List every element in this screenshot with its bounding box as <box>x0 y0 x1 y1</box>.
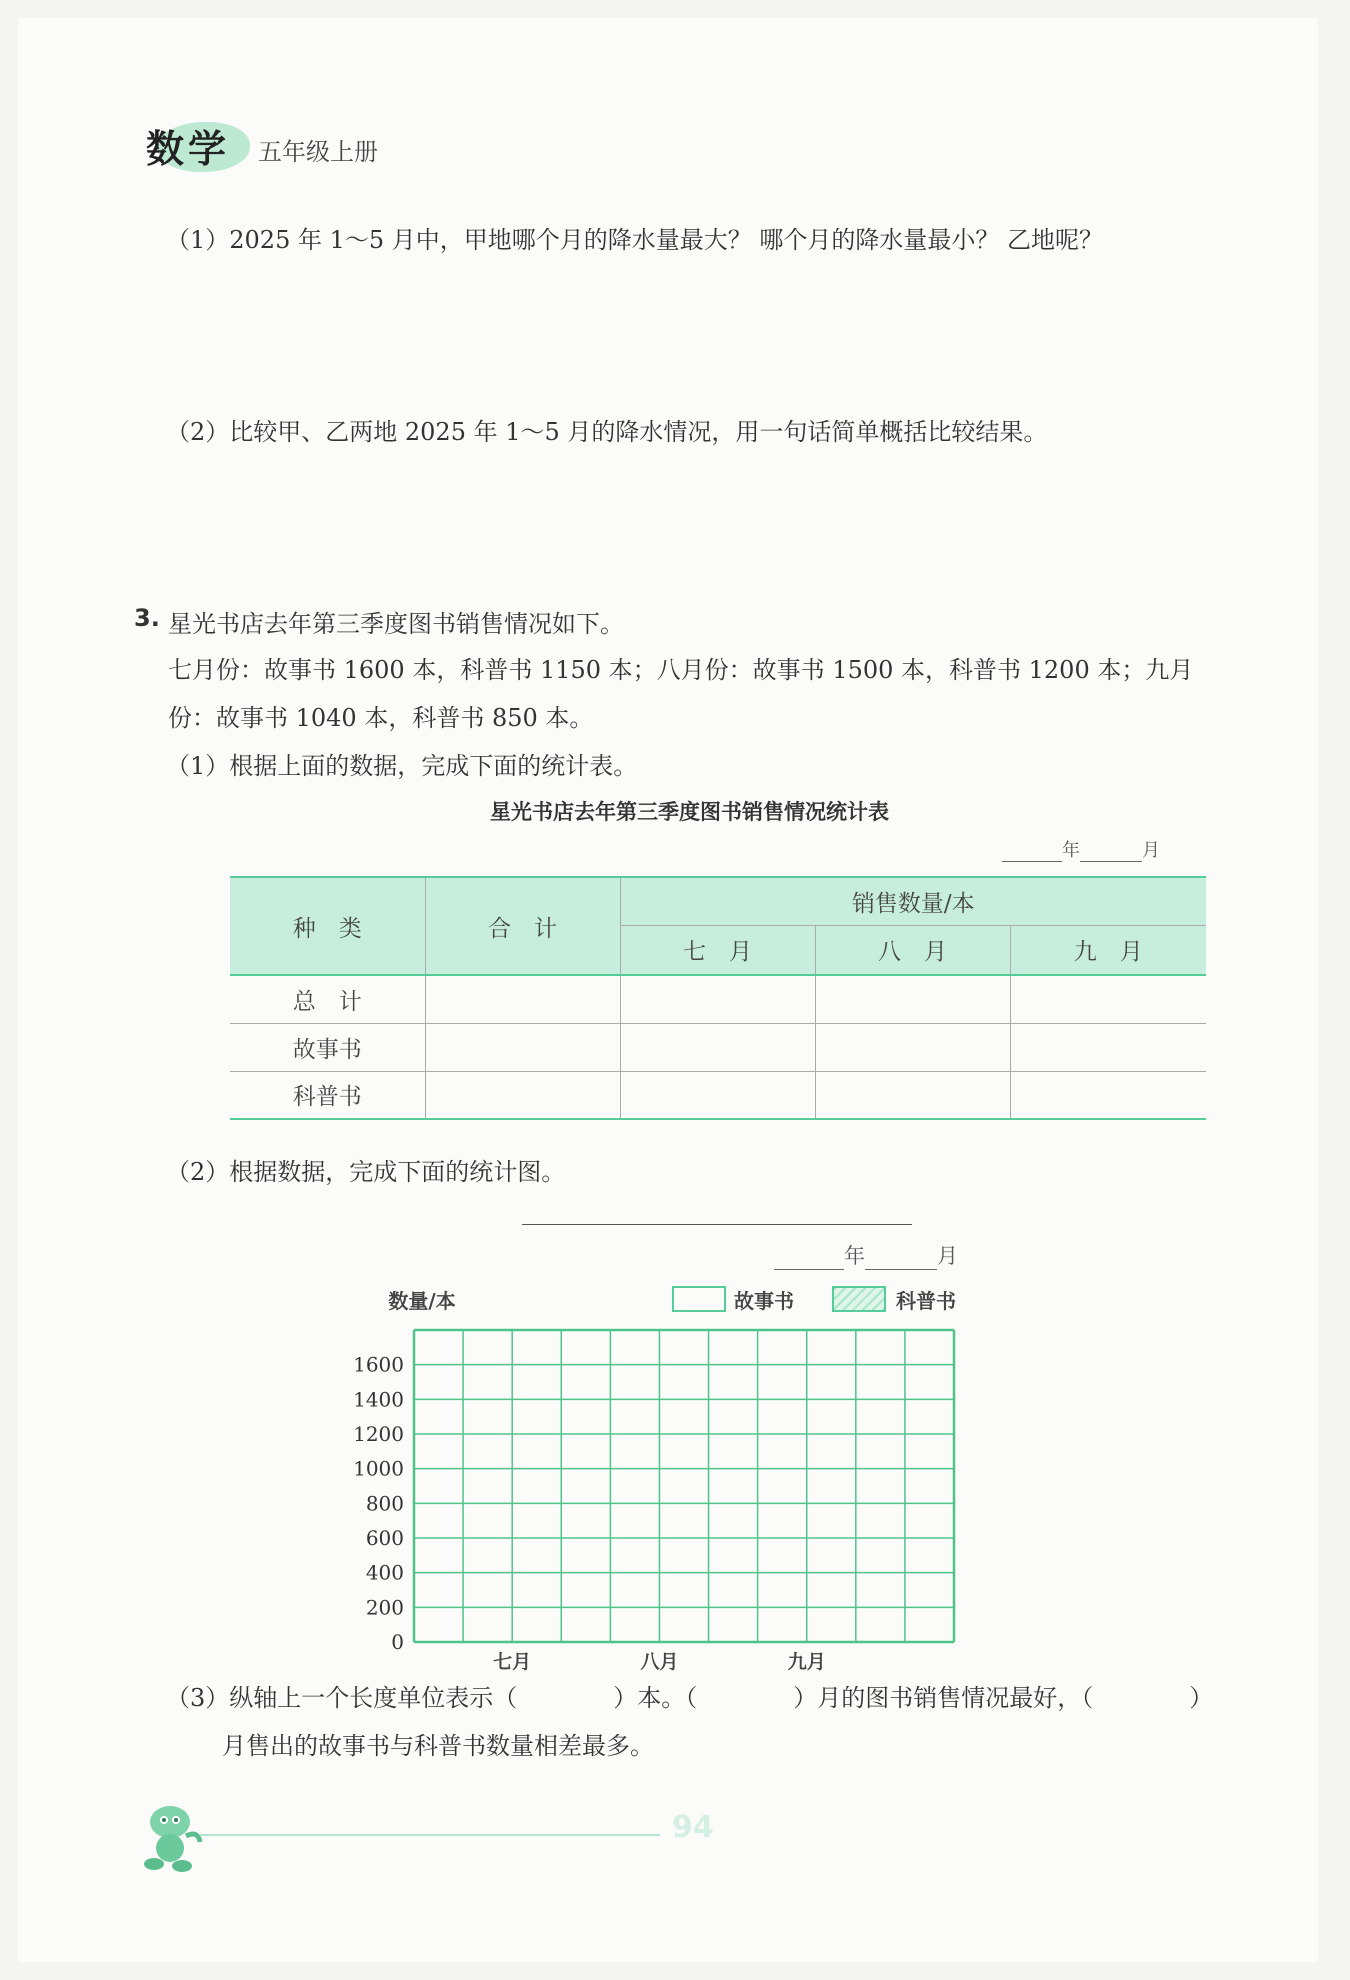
table-cell-blank[interactable] <box>425 1023 620 1071</box>
y-tick-label: 600 <box>365 1526 404 1550</box>
chart-title-blank[interactable] <box>522 1224 912 1225</box>
table-cell-blank[interactable] <box>1010 1023 1206 1071</box>
table-row <box>230 1023 1206 1071</box>
y-axis-label: 数量/本 <box>388 1289 456 1313</box>
table-cell-blank[interactable] <box>1010 1071 1206 1119</box>
x-category-label: 七月 <box>493 1651 532 1673</box>
prev-question-part2: （2）比较甲、乙两地 2025 年 1～5 月的降水情况，用一句话简单概括比较结果。 <box>166 418 1048 446</box>
question-data-line1: 七月份：故事书 1600 本，科普书 1150 本；八月份：故事书 1500 本，科普书 1200 本；九月 <box>168 656 1194 684</box>
page-number: 94 <box>672 1810 714 1845</box>
table-cell-blank[interactable] <box>425 975 620 1023</box>
header-total: 合 计 <box>425 877 620 975</box>
table-cell-blank[interactable] <box>1010 975 1206 1023</box>
chart-date-line: 年 月 <box>774 1240 958 1270</box>
x-category-label: 八月 <box>640 1651 679 1673</box>
y-tick-label: 1200 <box>353 1422 404 1446</box>
row-label: 科普书 <box>230 1071 425 1119</box>
month-blank[interactable] <box>1080 843 1142 862</box>
table-cell-blank[interactable] <box>620 975 815 1023</box>
y-tick-label: 1400 <box>353 1387 404 1412</box>
header-month: 八 月 <box>815 925 1010 975</box>
footer-line <box>200 1834 660 1836</box>
header-month: 七 月 <box>620 925 815 975</box>
question-number: 3. <box>134 604 160 632</box>
y-tick-label: 800 <box>365 1491 404 1516</box>
mascot-icon <box>138 1798 204 1874</box>
table-row <box>230 975 1206 1023</box>
question-part1: （1）根据上面的数据，完成下面的统计表。 <box>166 752 638 780</box>
row-label: 总 计 <box>230 975 425 1023</box>
y-tick-label: 0 <box>391 1630 404 1654</box>
table-cell-blank[interactable] <box>815 1023 1010 1071</box>
table-cell-blank[interactable] <box>815 975 1010 1023</box>
table-date-line: 年 月 <box>1002 836 1160 862</box>
grade-label: 五年级上册 <box>258 138 378 166</box>
question-data-line2: 份：故事书 1040 本，科普书 850 本。 <box>168 704 594 732</box>
x-category-label: 九月 <box>787 1651 826 1673</box>
legend-label-story: 故事书 <box>734 1289 794 1313</box>
year-blank[interactable] <box>774 1247 844 1270</box>
question-part3-line1: （3）纵轴上一个长度单位表示（ ）本。（ ）月的图书销售情况最好，（ ） <box>166 1684 1214 1712</box>
stat-table <box>230 876 1206 1120</box>
legend-label-science: 科普书 <box>896 1289 956 1313</box>
table-cell-blank[interactable] <box>620 1071 815 1119</box>
header-month: 九 月 <box>1010 925 1206 975</box>
bar-chart-grid[interactable] <box>330 1280 1010 1680</box>
question-part3-line2: 月售出的故事书与科普书数量相差最多。 <box>222 1732 654 1760</box>
year-blank[interactable] <box>1002 843 1062 862</box>
table-cell-blank[interactable] <box>815 1071 1010 1119</box>
header-sales-group: 销售数量/本 <box>620 877 1206 925</box>
y-tick-label: 200 <box>365 1595 404 1620</box>
month-blank[interactable] <box>865 1247 937 1270</box>
table-row <box>230 1071 1206 1119</box>
subject-title: 数学 <box>146 127 231 171</box>
table-cell-blank[interactable] <box>425 1071 620 1119</box>
table-title: 星光书店去年第三季度图书销售情况统计表 <box>490 800 889 824</box>
prev-question-part1: （1）2025 年 1～5 月中，甲地哪个月的降水量最大？ 哪个月的降水量最小？ 乙地呢？ <box>166 226 1104 254</box>
question-title: 星光书店去年第三季度图书销售情况如下。 <box>168 610 624 638</box>
y-tick-label: 1000 <box>353 1456 404 1481</box>
y-tick-label: 1600 <box>353 1352 404 1377</box>
y-tick-label: 400 <box>365 1560 404 1585</box>
table-cell-blank[interactable] <box>620 1023 815 1071</box>
row-label: 故事书 <box>230 1023 425 1071</box>
header-kind: 种 类 <box>230 877 425 975</box>
question-part2: （2）根据数据，完成下面的统计图。 <box>166 1158 566 1186</box>
